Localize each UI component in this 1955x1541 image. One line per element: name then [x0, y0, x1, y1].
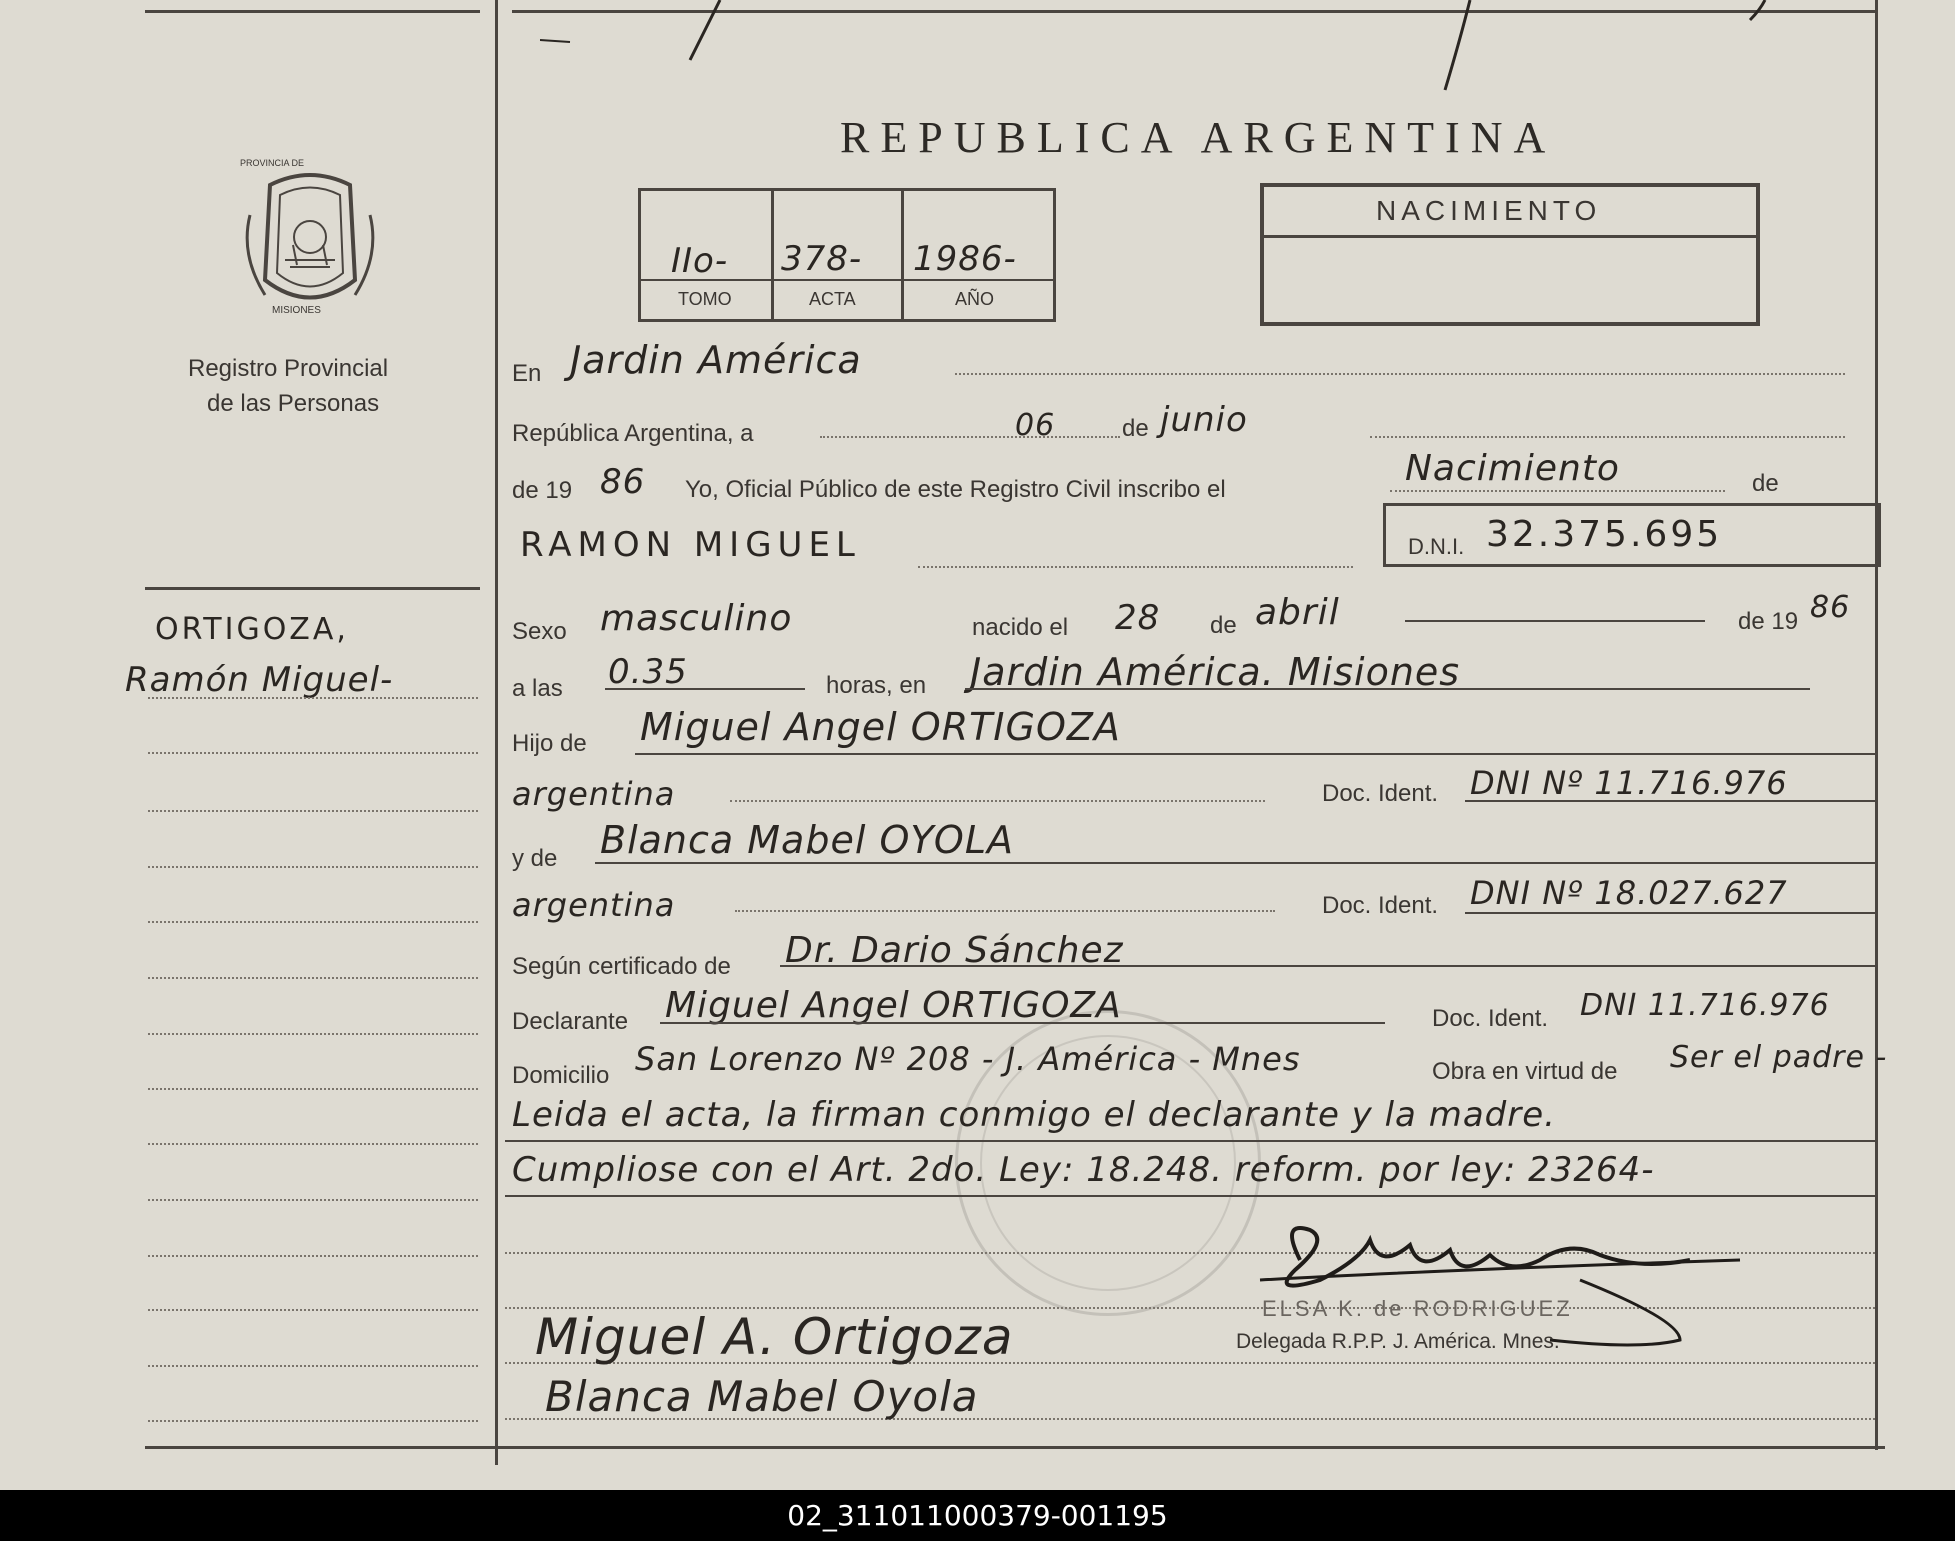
margin-note-surname: ORTIGOZA,	[155, 612, 349, 647]
father-doc-label: Doc. Ident.	[1322, 780, 1439, 807]
acta-label: ACTA	[809, 289, 856, 309]
margin-dotted-line	[148, 1420, 478, 1422]
year-value: 86	[600, 462, 646, 502]
birth-day: 28	[1115, 598, 1161, 638]
father-line	[635, 753, 1875, 755]
mother-value: Blanca Mabel OYOLA	[600, 818, 1014, 862]
margin-dotted-line	[148, 977, 478, 979]
birth-year-prefix: de 19	[1738, 608, 1799, 635]
y-de-label: y de	[512, 845, 558, 872]
margin-dotted-line	[148, 866, 478, 868]
cert-value: Dr. Dario Sánchez	[785, 930, 1124, 971]
month-dotted-line	[1370, 436, 1845, 438]
acto-dotted-line	[1390, 490, 1725, 492]
acto-de-label: de	[1752, 470, 1779, 497]
father-nat-dotted-line	[730, 800, 1265, 802]
dni-label: D.N.I.	[1408, 534, 1465, 559]
reference-table	[638, 188, 1056, 322]
hour-value: 0.35	[608, 652, 688, 692]
birth-year: 86	[1810, 590, 1851, 625]
sexo-label: Sexo	[512, 618, 567, 645]
inscribe-text: Yo, Oficial Público de este Registro Civil inscribo el	[685, 476, 1226, 503]
image-caption: 02_311011000379-001195	[0, 1490, 1955, 1541]
father-nationality: argentina	[512, 775, 676, 813]
hijo-label: Hijo de	[512, 730, 587, 757]
father-value: Miguel Angel ORTIGOZA	[640, 705, 1121, 749]
en-label: En	[512, 360, 542, 387]
right-border	[1875, 0, 1878, 1450]
obra-value: Ser el padre -	[1670, 1040, 1888, 1075]
sexo-value: masculino	[600, 598, 793, 639]
a-las-label: a las	[512, 675, 563, 702]
margin-dotted-line	[148, 810, 478, 812]
month-de-label: de	[1122, 415, 1149, 442]
birth-month: abril	[1255, 592, 1340, 633]
en-dotted-line	[955, 373, 1845, 375]
tomo-value: IIo-	[671, 241, 729, 281]
declarante-doc-value: DNI 11.716.976	[1580, 988, 1830, 1023]
mother-nationality: argentina	[512, 886, 676, 924]
day-value: 06	[1015, 408, 1056, 443]
en-value: Jardin América	[570, 338, 862, 382]
dni-box	[1383, 503, 1881, 567]
acta-value: 378-	[781, 239, 863, 279]
declarante-value: Miguel Angel ORTIGOZA	[665, 985, 1122, 1026]
segun-label: Según certificado de	[512, 953, 731, 980]
margin-dotted-line	[148, 697, 478, 699]
day-dotted-line	[820, 436, 1120, 438]
continuation-line1: Leida el acta, la firman conmigo el declarante y la madre.	[512, 1095, 1556, 1135]
mother-doc-label: Doc. Ident.	[1322, 892, 1439, 919]
hour-line	[605, 688, 805, 690]
acto-value: Nacimiento	[1405, 448, 1620, 489]
margin-dotted-line	[148, 1033, 478, 1035]
box-divider	[1264, 235, 1756, 238]
declarante-line	[660, 1022, 1385, 1024]
left-section-rule	[145, 587, 480, 590]
margin-note-given-names: Ramón Miguel-	[125, 660, 394, 700]
name-dotted-line	[918, 566, 1353, 568]
horas-label: horas, en	[826, 672, 927, 699]
year-prefix-label: de 19	[512, 477, 573, 504]
continuation-line2: Cumpliose con el Art. 2do. Ley: 18.248. reform. por ley: 23264-	[512, 1150, 1655, 1190]
continuation-line2-rule	[505, 1195, 1875, 1197]
official-stamp-name: ELSA K. de RODRIGUEZ	[1262, 1296, 1573, 1321]
registry-label-line1: Registro Provincial	[188, 355, 389, 382]
bottom-rule	[145, 1446, 1885, 1449]
margin-dotted-line	[148, 1088, 478, 1090]
seal-icon	[235, 165, 385, 325]
margin-dotted-line	[148, 1143, 478, 1145]
mother-nat-dotted-line	[735, 910, 1275, 912]
seal-text-bottom: MISIONES	[272, 305, 321, 316]
cert-line	[780, 965, 1875, 967]
table-divider	[901, 191, 904, 319]
margin-dotted-line	[148, 921, 478, 923]
anio-label: AÑO	[955, 289, 995, 309]
nacido-label: nacido el	[972, 614, 1069, 641]
left-top-rule	[145, 10, 480, 13]
mother-doc-line	[1465, 912, 1875, 914]
father-doc-line	[1465, 800, 1875, 802]
margin-dotted-line	[148, 1365, 478, 1367]
domicilio-label: Domicilio	[512, 1062, 610, 1089]
margin-dotted-line	[148, 1309, 478, 1311]
mother-signature: Blanca Mabel Oyola	[545, 1372, 979, 1421]
mother-doc-value: DNI Nº 18.027.627	[1470, 874, 1788, 912]
dni-value: 32.375.695	[1486, 514, 1723, 555]
tomo-label: TOMO	[678, 289, 732, 309]
official-stamp-title: Delegada R.P.P. J. América. Mnes.	[1236, 1330, 1560, 1353]
registry-label-line2: de las Personas	[207, 390, 380, 417]
margin-dotted-line	[148, 752, 478, 754]
mother-line	[595, 862, 1875, 864]
table-divider	[771, 191, 774, 319]
document-title: REPUBLICA ARGENTINA	[840, 113, 1557, 162]
seal-text-top: PROVINCIA DE	[240, 158, 305, 168]
nacimiento-box	[1260, 183, 1760, 326]
anio-value: 1986-	[913, 239, 1017, 279]
father-signature: Miguel A. Ortigoza	[535, 1308, 1014, 1366]
declarante-label: Declarante	[512, 1008, 629, 1035]
place-line	[965, 688, 1810, 690]
declarante-doc-label: Doc. Ident.	[1432, 1005, 1549, 1032]
republica-label: República Argentina, a	[512, 420, 754, 447]
birth-month-line	[1405, 620, 1705, 622]
month-value: junio	[1160, 400, 1248, 440]
column-divider	[495, 0, 498, 1465]
top-handwriting-strokes	[540, 0, 1790, 100]
nacimiento-title: NACIMIENTO	[1376, 195, 1602, 226]
margin-dotted-line	[148, 1199, 478, 1201]
provincial-seal	[235, 165, 385, 325]
domicilio-value: San Lorenzo Nº 208 - J. América - Mnes	[635, 1040, 1301, 1078]
birth-de-label: de	[1210, 612, 1237, 639]
obra-label: Obra en virtud de	[1432, 1058, 1618, 1085]
continuation-line1-rule	[505, 1140, 1875, 1142]
father-doc-value: DNI Nº 11.716.976	[1470, 764, 1788, 802]
margin-dotted-line	[148, 1255, 478, 1257]
place-value: Jardin América. Misiones	[970, 650, 1461, 694]
name-value: RAMON MIGUEL	[520, 525, 861, 565]
